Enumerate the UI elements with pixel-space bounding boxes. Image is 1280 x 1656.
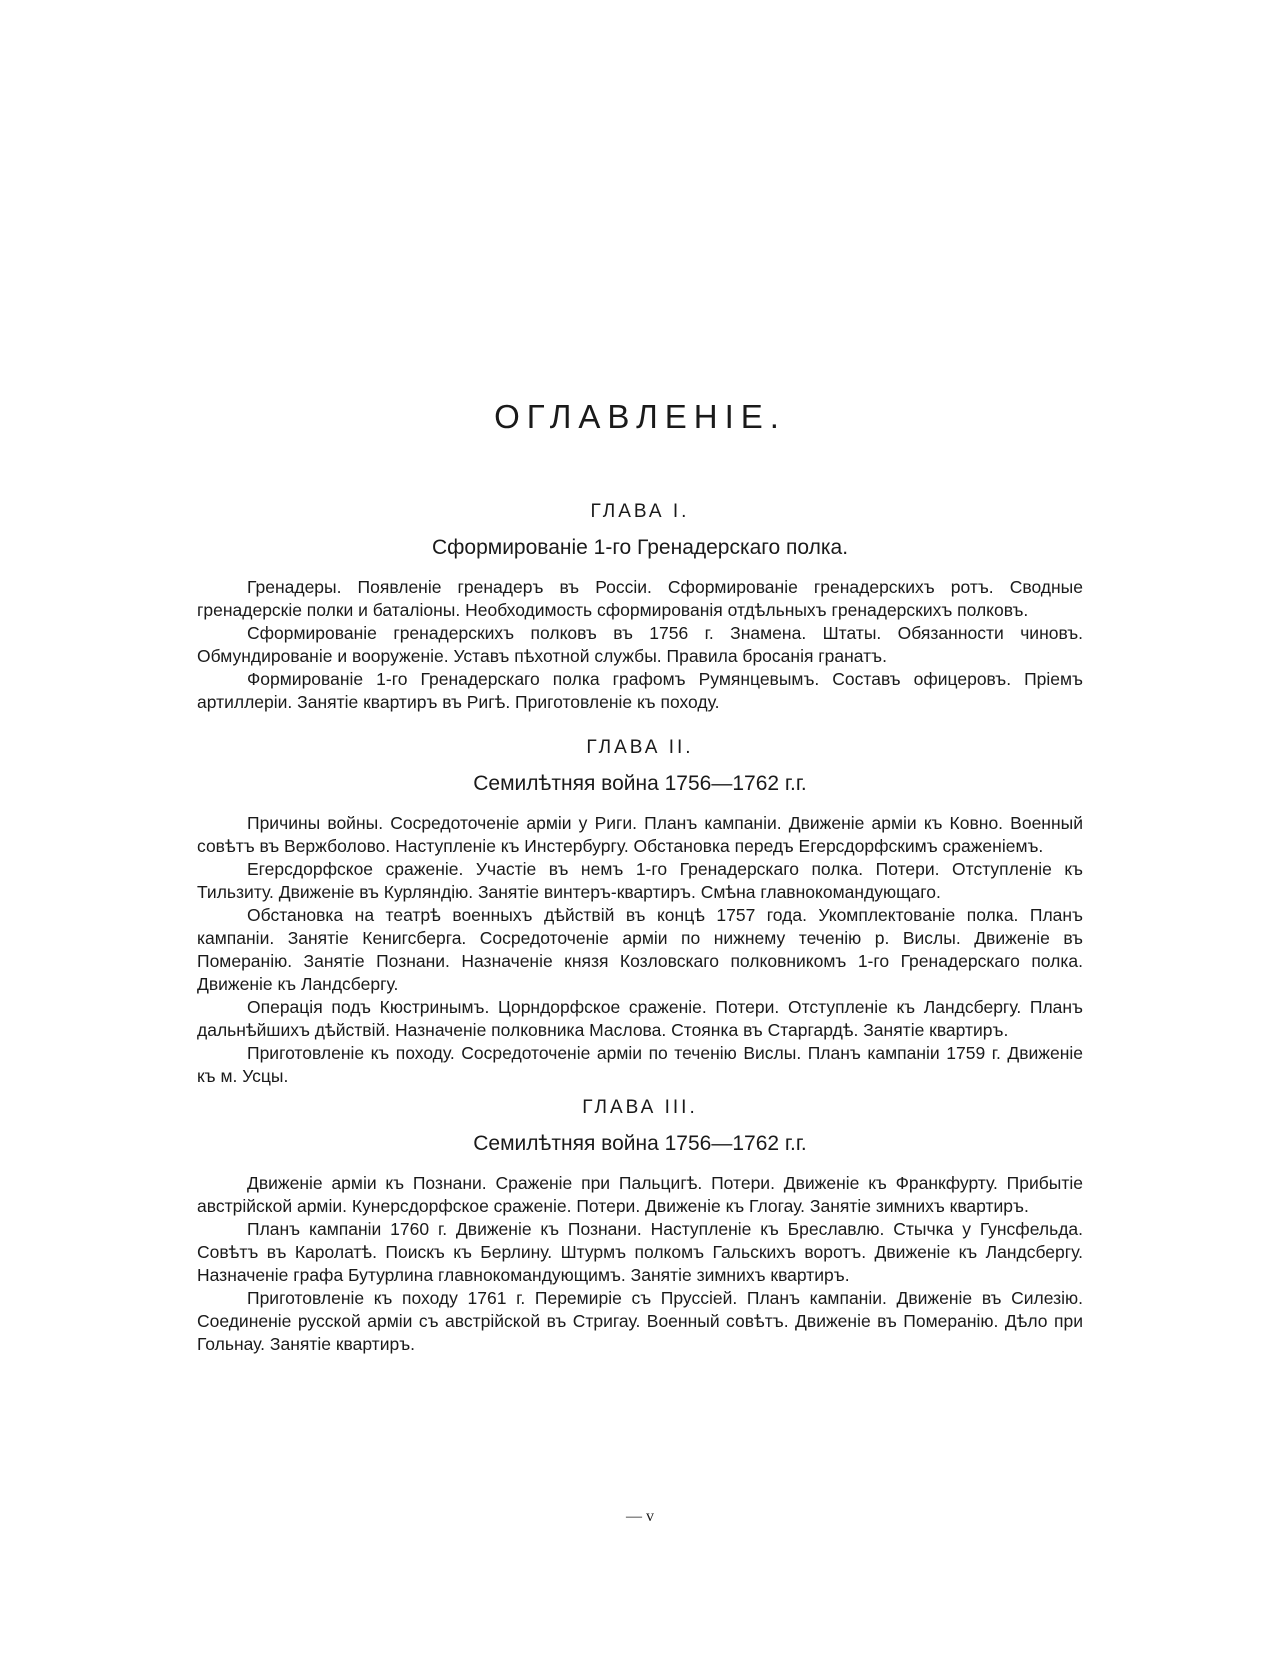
chapter-paragraph: Приготовленіе къ походу. Сосредоточеніе арміи по теченію Вислы. Планъ кампаніи 1759 г. Движеніе къ м. Усцы. — [197, 1043, 1083, 1086]
page-number: — v — [626, 1508, 654, 1525]
chapter-paragraph: Движеніе арміи къ Познани. Сраженіе при Пальцигѣ. Потери. Движеніе къ Франкфурту. Прибытіе австрійской арміи. Кунерсдорфское сраженіе. Потери. Движеніе къ Глогау. Занятіе зимнихъ квартиръ. — [197, 1173, 1083, 1216]
chapter-paragraph: Причины войны. Сосредоточеніе арміи у Риги. Планъ кампаніи. Движеніе арміи къ Ковно. Военный совѣтъ въ Вержболово. Наступленіе къ Инстербургу. Обстановка передъ Егерсдорфскимъ сраженіемъ. — [197, 813, 1083, 856]
chapter-label: ГЛАВА I. — [590, 501, 690, 522]
chapter-2 — [197, 736, 1083, 1088]
chapter-label: ГЛАВА II. — [586, 737, 694, 758]
chapter-paragraph: Планъ кампаніи 1760 г. Движеніе къ Познани. Наступленіе къ Бреславлю. Стычка у Гунсфельда. Совѣтъ въ Каролатѣ. Поискъ къ Берлину. Штурмъ полкомъ Гальскихъ воротъ. Движеніе къ Ландсбергу. Назначеніе графа Бутурлина главнокомандующимъ. Занятіе зимнихъ квартиръ. — [197, 1219, 1083, 1285]
chapter-paragraph: Операція подъ Кюстринымъ. Цорндорфское сраженіе. Потери. Отступленіе къ Ландсбергу. Планъ дальнѣйшихъ дѣйствій. Назначеніе полковника Маслова. Стоянка въ Старгардѣ. Занятіе квартиръ. — [197, 997, 1083, 1040]
chapter-title: Сформированіе 1-го Гренадерскаго полка. — [431, 536, 849, 559]
chapter-paragraph: Формированіе 1-го Гренадерскаго полка графомъ Румянцевымъ. Составъ офицеровъ. Пріемъ артиллеріи. Занятіе квартиръ въ Ригѣ. Приготовленіе къ походу. — [197, 669, 1083, 712]
chapter-title: Семилѣтняя война 1756—1762 г.г. — [473, 1132, 807, 1155]
chapter-paragraph: Приготовленіе къ походу 1761 г. Перемиріе съ Пруссіей. Планъ кампаніи. Движеніе въ Силезію. Соединеніе русской арміи съ австрійской въ Стригау. Военный совѣтъ. Движеніе въ Померанію. Дѣло при Гольнау. Занятіе квартиръ. — [197, 1288, 1083, 1354]
chapter-title: Семилѣтняя война 1756—1762 г.г. — [473, 772, 807, 795]
chapter-paragraph: Гренадеры. Появленіе гренадеръ въ Россіи. Сформированіе гренадерскихъ ротъ. Сводные гренадерскіе полки и баталіоны. Необходимость сформированія отдѣльныхъ гренадерскихъ полковъ. — [197, 577, 1083, 620]
chapter-paragraph: Обстановка на театрѣ военныхъ дѣйствій въ концѣ 1757 года. Укомплектованіе полка. Планъ кампаніи. Занятіе Кенигсберга. Сосредоточеніе арміи по нижнему теченію р. Вислы. Движеніе въ Померанію. Занятіе Познани. Назначеніе князя Козловскаго полковникомъ 1-го Гренадерскаго полка. Движеніе къ Ландсбергу. — [197, 905, 1083, 994]
table-of-contents — [197, 500, 1083, 1356]
chapter-paragraph: Егерсдорфское сраженіе. Участіе въ немъ 1-го Гренадерскаго полка. Потери. Отступленіе къ Тильзиту. Движеніе въ Курляндію. Занятіе винтеръ-квартиръ. Смѣна главнокомандующаго. — [197, 859, 1083, 902]
chapter-3 — [197, 1096, 1083, 1356]
chapter-paragraph: Сформированіе гренадерскихъ полковъ въ 1756 г. Знамена. Штаты. Обязанности чиновъ. Обмундированіе и вооруженіе. Уставъ пѣхотной службы. Правила бросанія гранатъ. — [197, 623, 1083, 666]
chapter-label: ГЛАВА III. — [582, 1097, 698, 1118]
page-title: ОГЛАВЛЕНІЕ. — [494, 398, 786, 435]
chapter-1 — [197, 500, 1083, 714]
